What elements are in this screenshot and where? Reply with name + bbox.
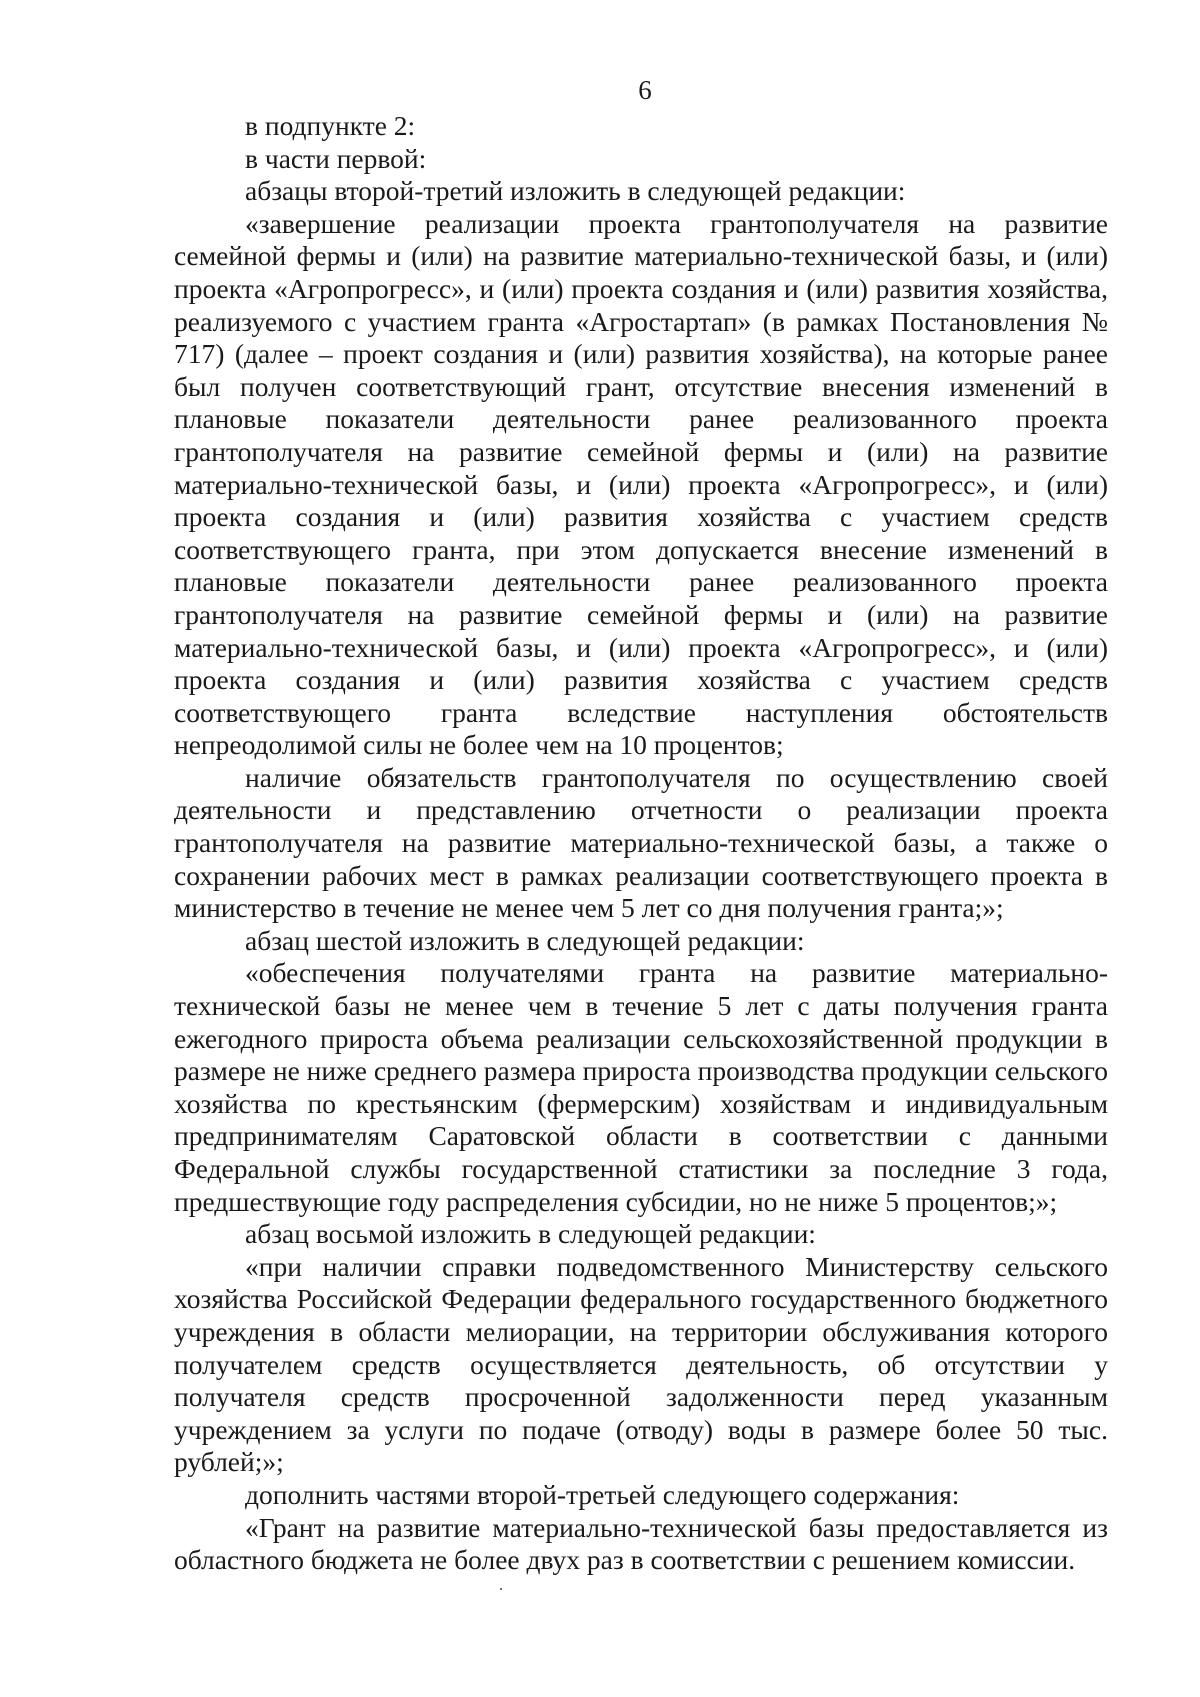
paragraph-amendment-obligations: наличие обязательств грантополучателя по осуществлению своей деятельности и представлению отчетности о реализации проекта грантополучателя на развитие материально-технической базы, а также о сохранении рабочих мест в рамках реализации соответствующего проекта в министерство в течение не менее чем 5 лет со дня получения гранта;»;	[174, 761, 1108, 924]
paragraph-add-parts-intro: дополнить частями второй-третьей следующего содержания:	[245, 1478, 960, 1510]
page-number: 6	[638, 75, 652, 105]
paragraph-subpoint-2: в подпункте 2:	[245, 110, 416, 141]
paragraph-amend-intro-2-3: абзацы второй-третий изложить в следующей редакции:	[245, 175, 906, 207]
paragraph-part-one: в части первой:	[245, 142, 427, 174]
paragraph-amend-intro-6: абзац шестой изложить в следующей редакции:	[245, 924, 805, 956]
paragraph-amendment-melioration: «при наличии справки подведомственного Министерству сельского хозяйства Российской Федерации федерального государственного бюджетного учреждения в области мелиорации, на территории обслуживания которого получателем средств осуществляется деятельность, об отсутствии у получателя средств просроченной задолженности перед указанным учреждением за услуги по подаче (отводу) воды в размере более 50 тыс. рублей;»;	[174, 1250, 1108, 1478]
scan-speck	[500, 1588, 502, 1590]
paragraph-amendment-growth: «обеспечения получателями гранта на развитие материально-технической базы не менее чем в течение 5 лет с даты получения гранта ежегодного прироста объема реализации сельскохозяйственной продукции в размере не ниже среднего размера прироста производства продукции сельского хозяйства по крестьянским (фермерским) хозяйствам и индивидуальным предпринимателям Саратовской области в соответствии с данными Федеральной службы государственной статистики за последние 3 года, предшествующие году распределения субсидии, но не ниже 5 процентов;»;	[174, 957, 1108, 1217]
document-body	[174, 110, 1108, 1577]
paragraph-amend-intro-8: абзац восьмой изложить в следующей редакции:	[245, 1218, 816, 1250]
paragraph-amendment-grant-limit: «Грант на развитие материально-технической базы предоставляется из областного бюджета не более двух раз в соответствии с решением комиссии.	[174, 1511, 1108, 1576]
paragraph-amendment-completion: «завершение реализации проекта грантополучателя на развитие семейной фермы и (или) на развитие материально-технической базы, и (или) проекта «Агропрогресс», и (или) проекта создания и (или) развития хозяйства, реализуемого с участием гранта «Агростартап» (в рамках Постановления № 717) (далее – проект создания и (или) развития хозяйства), на которые ранее был получен соответствующий грант, отсутствие внесения изменений в плановые показатели деятельности ранее реализованного проекта грантополучателя на развитие семейной фермы и (или) на развитие материально-технической базы, и (или) проекта «Агропрогресс», и (или) проекта создания и (или) развития хозяйства с участием средств соответствующего гранта, при этом допускается внесение изменений в плановые показатели деятельности ранее реализованного проекта грантополучателя на развитие семейной фермы и (или) на развитие материально-технической базы, и (или) проекта «Агропрогресс», и (или) проекта создания и (или) развития хозяйства с участием средств соответствующего гранта вследствие наступления обстоятельств непреодолимой силы не более чем на 10 процентов;	[174, 207, 1108, 761]
